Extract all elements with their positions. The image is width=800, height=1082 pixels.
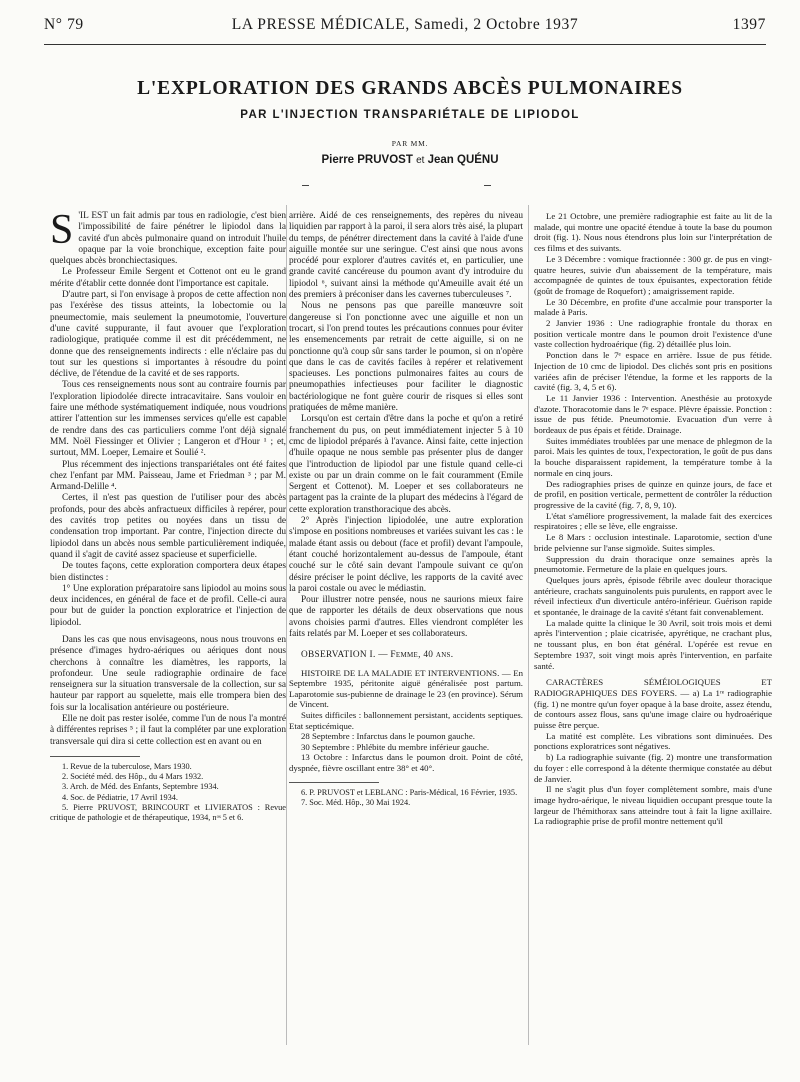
- paragraph: Dans les cas que nous envisageons, nous nous trouvons en présence d'images hydro-aériques ou aériques dont nous cherchons à connaître les diamètres, les rapports, la profondeur. Une seule radiographie ordinaire de face renseignera sur la situation transversale de la collection, sur sa hauteur par rapport au squelette, mais elle trompera bien des fois sur la localisation antérieure ou postérieure.: [50, 634, 286, 713]
- column-divider: [528, 205, 529, 1045]
- footnote-rule: [50, 756, 140, 757]
- footnote: 6. P. PRUVOST et LEBLANC : Paris-Médical, 16 Février, 1935.: [301, 787, 518, 797]
- paragraph: De toutes façons, cette exploration comportera deux étapes bien distinctes :: [50, 561, 286, 583]
- byline-par: PAR MM.: [391, 139, 429, 148]
- paragraph: S 'IL EST un fait admis par tous en radiologie, c'est bien l'impossibilité de faire pénétrer le lipiodol dans la cavité d'un abcès pulmonaire quand on introduit l'huile opaque par la voie bronchique, exception faite pour quelques abcès bronchiectasiques.: [50, 207, 286, 267]
- footnote: 5. Pierre PRUVOST, BRINCOURT et LIVIERATOS : Revue critique de pathologie et de thérapeutique, 1934, nᵒˢ 5 et 6.: [50, 802, 286, 822]
- footnote: 1. Revue de la tuberculose, Mars 1930.: [62, 761, 192, 771]
- paragraph: Nous ne pensons pas que pareille manœuvre soit dangereuse si l'on ponctionne avec une aiguille et non un trocart, si l'on prend toutes les précautions connues pour éviter les ensemencements par retrait de cette aiguille, si on ne ponctionne qu'à coup sûr sans tarder le poumon, si on n'opère que dans le cas de cavités faciles à repérer et relativement spacieuses. Les ponctions pulmonaires faites au cours de pneumopathies infectieuses pour faciliter le diagnostic bactériologique ne font guère courir de risques si elles sont pratiquées de même manière.: [289, 301, 523, 414]
- paragraph: 1° Une exploration préparatoire sans lipiodol au moins sous deux incidences, en général de face et de profil. Celle-ci aura pour but de guider la ponction exploratrice et l'injection de lipiodol.: [50, 583, 286, 628]
- paragraph: Des radiographies prises de quinze en quinze jours, de face et de profil, en position verticale, permettent de contrôler la réduction progressive de la cavité (fig. 7, 8, 9, 10).: [534, 478, 772, 510]
- paragraph: 28 Septembre : Infarctus dans le poumon gauche.: [301, 731, 475, 742]
- author-2: Jean QUÉNU: [427, 154, 499, 166]
- paragraph: Quelques jours après, épisode fébrile avec douleur thoracique antérieure, crachats sanguinolents puis purulents, en rapport avec le réveil infectieux d'un diverticule antéro-inférieur. Guérison rapide et spontanée, le drainage de la cavité s'étant fait convenablement.: [534, 574, 772, 618]
- paragraph: L'état s'améliore progressivement, la malade fait des exercices respiratoires ; elle se lève, elle engraisse.: [534, 510, 772, 532]
- paragraph: D'autre part, si l'on envisage à propos de cette affection non pas l'exérèse des tissus atteints, la lobectomie ou la pneumectomie, mais seulement la pneumotomie, l'ouverture d'une cavité suppurante, il faut avouer que l'exploration radiologique, pratiquée comme il est dit précédemment, ne donne que des renseignements indirects : elle n'éclaire pas du tout sur les questions si importantes à résoudre du point déclive, de l'étendue de la cavité et de ses rapports.: [50, 290, 286, 380]
- paragraph: 2 Janvier 1936 : Une radiographie frontale du thorax en position verticale montre dans le poumon droit l'existence d'une vaste collection hydroaérique (fig. 2) détaillée plus loin.: [534, 318, 772, 350]
- paragraph: Suites difficiles : ballonnement persistant, accidents septiques. Etat septicémique.: [289, 709, 523, 731]
- paragraph: Suppression du drain thoracique onze semaines après la pneumotomie. Fermeture de la plaie en quelques jours.: [534, 553, 772, 575]
- paragraph: Plus récemment des injections transpariétales ont été faites chez l'enfant par MM. Paisseau, Jame et Friedman ³ ; par M. Armand-Delille ⁴.: [50, 459, 286, 493]
- footnote: 4. Soc. de Pédiatrie, 17 Avril 1934.: [62, 792, 178, 802]
- authors: [60, 154, 760, 166]
- paragraph: Le 8 Mars : occlusion intestinale. Laparotomie, section d'une bride pelvienne sur l'anse sigmoïde. Suites simples.: [534, 532, 772, 553]
- issue-number: N° 79: [44, 16, 84, 33]
- paragraph: Tous ces renseignements nous sont au contraire fournis par l'exploration lipiodolée directe intracavitaire. Sans vouloir en faire une méthode systématiquement indiquée, nous voudrions attirer l'attention sur les immenses services qu'elle est capable de rendre dans des cas particuliers comme l'ont déjà signalé MM. Noël Fiessinger et Olivier ; Langeron et d'Hour ¹ ; et, surtout, MM. Loeper, Lemaire et Soulié ².: [50, 380, 286, 459]
- author-conjunction: et: [416, 155, 425, 166]
- paragraph: arrière. Aidé de ces renseignements, des repères du niveau liquidien par rapport à la paroi, il sera alors très aisé, la plupart du temps, de pénétrer directement dans la cavité à l'aide d'une aiguille montée sur une seringue. C'est ainsi que nous avons procédé pour explorer d'autres cavités et, en particulier, une grande cavité cancéreuse du poumon avant d'y introduire du lipiodol ⁶, suivant ainsi la méthode qu'Ameuille avait été un des premiers à préconiser dans les cavernes tuberculeuses ⁷.: [289, 211, 523, 301]
- paragraph: Ponction dans le 7ᵉ espace en arrière. Issue de pus fétide. Injection de 10 cmc de lipiodol. Des clichés sont pris en positions variées afin de préciser l'étendue, la forme et les rapports de la cavité (fig. 3, 4, 5 et 6).: [534, 350, 772, 393]
- paragraph: Pour illustrer notre pensée, nous ne saurions mieux faire que de rapporter les détails de deux observations que nous avons choisies parmi d'autres. Elles viendront compléter les faits relatés par M. Loeper et ses collaborateurs.: [289, 595, 523, 639]
- article-subtitle: PAR L'INJECTION TRANSPARIÉTALE DE LIPIODOL: [240, 109, 580, 121]
- ornament-dash: [302, 185, 309, 186]
- journal-title: LA PRESSE MÉDICALE, Samedi, 2 Octobre 1937: [231, 16, 579, 33]
- footnote: 3. Arch. de Méd. des Enfants, Septembre 1934.: [62, 782, 219, 792]
- author-1: Pierre PRUVOST: [321, 154, 413, 166]
- paragraph: b) La radiographie suivante (fig. 2) montre une transformation du foyer : elle correspond à la détente thermique constatée au début de Janvier.: [534, 752, 772, 784]
- footnote: 2. Société méd. des Hôp., du 4 Mars 1932.: [62, 772, 204, 782]
- paragraph: Le Professeur Emile Sergent et Cottenot ont eu le grand mérite d'établir cette donnée dont l'importance est capitale.: [50, 267, 286, 289]
- section-heading-paragraph: CARACTÈRES SÉMÉIOLOGIQUES ET RADIOGRAPHIQUES DES FOYERS. — a) La 1ʳᵉ radiographie (fig. 1) ne montre qu'un foyer opaque à la base droite, assez étendu, de contours assez flous, sans qu'une image claire ou hydroaérique puisse être perçue.: [534, 677, 772, 731]
- drop-cap: S: [50, 207, 74, 253]
- paragraph: 2° Après l'injection lipiodolée, une autre exploration s'impose en positions nombreuses et variées suivant les cas : le malade étant assis ou debout (face et profil) devant l'ampoule, étant couché horizontalement au-dessus de l'ampoule, étant couché sur le côté sain devant l'ampoule suivant ce qu'on désire préciser le point déclive, les rapports de la cavité avec la paroi costale ou avec le médiastin.: [289, 516, 523, 594]
- paragraph: Il ne s'agit plus d'un foyer complètement sombre, mais d'une image hydro-aérique, le niveau liquidien occupant presque toute la largeur de l'hémithorax sans atteindre tout à fait la ligne axillaire. La radiographie prise de profil montre nettement qu'il: [534, 784, 772, 827]
- paragraph: Le 21 Octobre, une première radiographie est faite au lit de la malade, qui montre une opacité étendue à toute la base du poumon droit (fig. 1). Nous nous étendrons plus loin sur l'interprétation de ces films et des suivants.: [534, 211, 772, 254]
- paragraph: Certes, il n'est pas question de l'utiliser pour des abcès profonds, pour des abcès anfractueux difficiles à repérer, pour des cavités trop petites ou noyées dans un tissu de condensation trop important. Par contre, l'injection directe du lipiodol dans un abcès nous semble particulièrement indiquée, quand il s'agit de cavité assez spacieuse et superficielle.: [50, 493, 286, 560]
- column-divider: [286, 205, 287, 1045]
- column-2: [289, 211, 523, 808]
- header-rule: [44, 44, 766, 45]
- column-1: [50, 207, 286, 823]
- footnote-rule: [289, 782, 379, 783]
- paragraph: Suites immédiates troublées par une menace de phlegmon de la paroi. Mais les quintes de toux, l'expectoration, le goût de pus dans la bouche disparaissent rapidement, la température tombe à la normale en cinq jours.: [534, 435, 772, 478]
- paragraph: Le 11 Janvier 1936 : Intervention. Anesthésie au protoxyde d'azote. Thoracotomie dans le 7ᵉ espace. Plèvre épaissie. Ponction : issue de pus fétide. Pneumotomie. Evacuation d'un verre à bordeaux de pus épais et fétide. Drainage.: [534, 392, 772, 436]
- paragraph: 30 Septembre : Phlébite du membre inférieur gauche.: [301, 741, 490, 752]
- paragraph: La malade quitte la clinique le 30 Avril, soit trois mois et demi après l'intervention ; plaie cicatrisée, apyrétique, ne crachant plus, ne toussant plus, en bon état général. L'opérée est revue en Septembre 1937, soit vingt mois après l'intervention, en parfaite santé.: [534, 617, 772, 671]
- paragraph: 13 Octobre : Infarctus dans le poumon droit. Point de côté, dyspnée, fièvre oscillant entre 38° et 40°.: [289, 752, 523, 773]
- paragraph: Lorsqu'on est certain d'être dans la poche et qu'on a retiré franchement du pus, on peut immédiatement injecter 5 à 10 cmc de lipiodol préparés à l'avance. Ainsi faite, cette injection d'huile opaque ne nous semble pas présenter plus de danger que l'introduction de lipiodol par une fistule quand celle-ci existe ou par un drain comme on le fait couramment (Emile Sergent et Cottenot). M. Loeper et ses collaborateurs ne partagent pas la crainte de la plupart des médecins à l'égard de cette exploration transthoracique des abcès.: [289, 414, 523, 515]
- page-header: [44, 16, 766, 42]
- article-title: L'EXPLORATION DES GRANDS ABCÈS PULMONAIRES: [137, 78, 683, 99]
- paragraph: Le 3 Décembre : vomique fractionnée : 300 gr. de pus en vingt-quatre heures, suivie d'un abaissement de la température, mais accompagnée de quintes de toux épuisantes, expectoration fétide (goût de fromage de Roquefort) ; amaigrissement rapide.: [534, 253, 772, 296]
- observation-heading: OBSERVATION I. — Femme, 40 ans.: [301, 650, 454, 661]
- paragraph: Le 30 Décembre, en profite d'une accalmie pour transporter la malade à Paris.: [534, 296, 772, 318]
- ornament-dash: [484, 185, 491, 186]
- paragraph: La matité est complète. Les vibrations sont diminuées. Des ponctions exploratrices sont négatives.: [534, 730, 772, 752]
- footnote: 7. Soc. Méd. Hôp., 30 Mai 1924.: [301, 797, 411, 807]
- column-3: [534, 211, 772, 827]
- page-number: 1397: [732, 16, 766, 33]
- paragraph: Elle ne doit pas rester isolée, comme l'un de nous l'a montré à différentes reprises ⁵ ; il faut la compléter par une exploration transversale qui dira si cette collection est en avant ou en: [50, 714, 286, 747]
- paragraph: HISTOIRE DE LA MALADIE ET INTERVENTIONS. — En Septembre 1935, péritonite aiguë généralisée post partum. Laparotomie sus-pubienne de drainage le 23 (en province). Sérum de Vincent.: [289, 667, 523, 710]
